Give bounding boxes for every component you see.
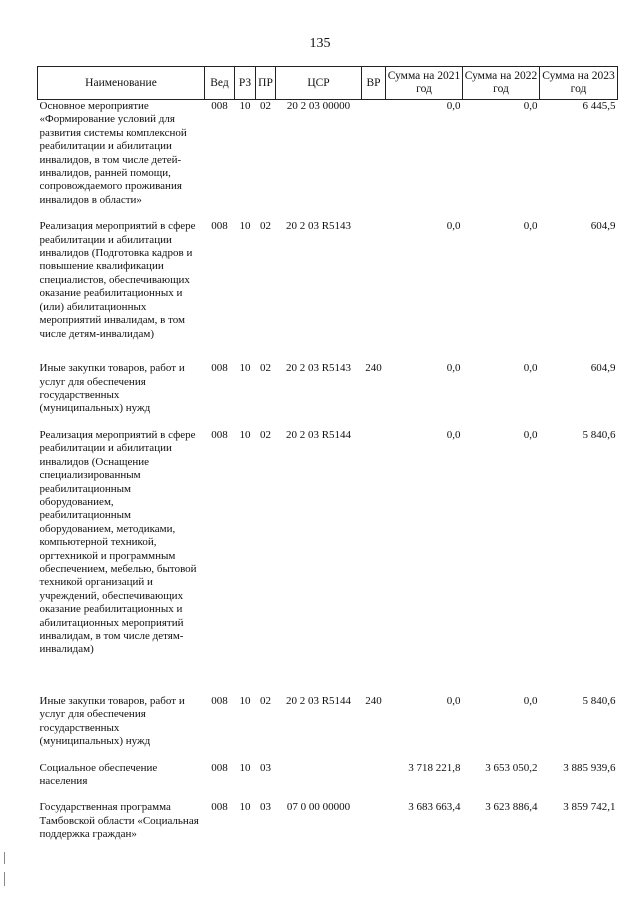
row-rz: 10: [239, 220, 251, 233]
table-row: [38, 212, 618, 354]
row-name: Государственная программа Тамбовской области «Социальная поддержка граждан»: [39, 801, 199, 841]
row-rz: 10: [239, 801, 251, 814]
row-sum-2021: 0,0: [446, 428, 461, 441]
row-name: Основное мероприятие «Формирование условий для развития системы комплексной реабилитации и абилитации инвалидов, в том числе детей-инвалидов, ранней помощи, сопровождаемого проживания инвалидов в области»: [39, 100, 187, 206]
row-ved: 008: [211, 428, 228, 441]
row-ved: 008: [211, 801, 228, 814]
row-sum-2021: 3 718 221,8: [408, 761, 461, 774]
row-pr: 02: [260, 220, 271, 233]
row-name: Реализация мероприятий в сфере реабилитации и абилитации инвалидов (Оснащение специализированным реабилитационным оборудованием, реабилитационным оборудованием, методиками, компьютерной техникой, оргтехникой и программным обеспечением, мебелью, бытовой техникой организаций и учреждений, обеспечивающих оказание реабилитационных и абилитационных мероприятий инвалидам, в том числе детям-инвалидам): [39, 428, 197, 656]
row-ved: 008: [211, 220, 228, 233]
row-name: Реализация мероприятий в сфере реабилитации и абилитации инвалидов (Подготовка кадров и повышение квалификации специалистов, обеспечивающих оказание реабилитационных и (или) абилитационных мероприятий инвалидам, в том числе детям-инвалидам): [39, 220, 196, 340]
row-name: Социальное обеспечение населения: [39, 761, 158, 787]
header-pr: ПР: [256, 67, 276, 100]
row-sum-2022: 0,0: [523, 220, 538, 233]
row-pr: 02: [260, 100, 271, 112]
budget-table: [37, 66, 618, 857]
header-csr: ЦСР: [276, 67, 362, 100]
row-pr: 02: [260, 694, 271, 707]
table-row: [38, 793, 618, 857]
scan-margin-mark: [4, 872, 5, 886]
row-rz: 10: [239, 761, 251, 774]
row-pr: 03: [260, 761, 271, 774]
row-rz: 10: [239, 100, 251, 112]
row-rz: 10: [239, 694, 251, 707]
row-csr: 20 2 03 R5143: [285, 362, 352, 375]
header-sum-2022: Сумма на 2022 год: [463, 67, 540, 100]
row-sum-2023: 3 885 939,6: [563, 761, 616, 774]
row-sum-2022: 0,0: [523, 694, 538, 707]
row-sum-2021: 0,0: [446, 220, 461, 233]
row-ved: 008: [211, 100, 228, 112]
table-row: [38, 687, 618, 754]
row-sum-2023: 604,9: [590, 362, 616, 375]
row-csr: [276, 754, 362, 794]
header-sum-2021: Сумма на 2021 год: [386, 67, 463, 100]
table-row: [38, 100, 618, 213]
row-vr: [362, 421, 386, 687]
row-csr: 20 2 03 R5144: [285, 694, 352, 707]
header-vr: ВР: [362, 67, 386, 100]
row-sum-2023: 6 445,5: [582, 100, 616, 112]
header-ved: Вед: [205, 67, 235, 100]
row-vr: [362, 212, 386, 354]
row-sum-2023: 604,9: [590, 220, 616, 233]
row-sum-2022: 0,0: [523, 100, 538, 112]
header-rz: РЗ: [235, 67, 256, 100]
row-vr: 240: [365, 362, 382, 375]
table-row: [38, 754, 618, 794]
row-sum-2023: 3 859 742,1: [563, 801, 616, 814]
header-name: Наименование: [38, 67, 205, 100]
row-rz: 10: [239, 428, 251, 441]
row-name: Иные закупки товаров, работ и услуг для обеспечения государственных (муниципальных) нужд: [39, 694, 185, 748]
row-sum-2021: 0,0: [446, 362, 461, 375]
row-sum-2022: 3 623 886,4: [485, 801, 538, 814]
row-csr: 20 2 03 00000: [286, 100, 351, 112]
row-sum-2022: 3 653 050,2: [485, 761, 538, 774]
row-name: Иные закупки товаров, работ и услуг для обеспечения государственных (муниципальных) нужд: [39, 362, 185, 415]
table-row: [38, 354, 618, 421]
row-csr: 20 2 03 R5143: [285, 220, 352, 233]
row-vr: [362, 754, 386, 794]
row-sum-2022: 0,0: [523, 428, 538, 441]
row-ved: 008: [211, 694, 228, 707]
row-pr: 03: [260, 801, 271, 814]
row-sum-2023: 5 840,6: [582, 428, 616, 441]
row-sum-2021: 3 683 663,4: [408, 801, 461, 814]
row-sum-2023: 5 840,6: [582, 694, 616, 707]
row-csr: 07 0 00 00000: [286, 801, 351, 814]
row-rz: 10: [239, 362, 251, 375]
row-sum-2021: 0,0: [446, 694, 461, 707]
row-ved: 008: [211, 362, 228, 375]
row-ved: 008: [211, 761, 228, 774]
row-sum-2022: 0,0: [523, 362, 538, 375]
row-pr: 02: [260, 362, 271, 375]
row-csr: 20 2 03 R5144: [285, 428, 352, 441]
table-row: [38, 421, 618, 687]
table-header-row: [38, 67, 618, 100]
row-pr: 02: [260, 428, 271, 441]
header-sum-2023: Сумма на 2023 год: [540, 67, 618, 100]
scan-margin-mark: [4, 852, 5, 864]
page-number: 135: [309, 36, 331, 51]
row-sum-2021: 0,0: [446, 100, 461, 112]
row-vr: 240: [365, 694, 382, 707]
row-vr: [362, 100, 386, 213]
row-vr: [362, 793, 386, 857]
